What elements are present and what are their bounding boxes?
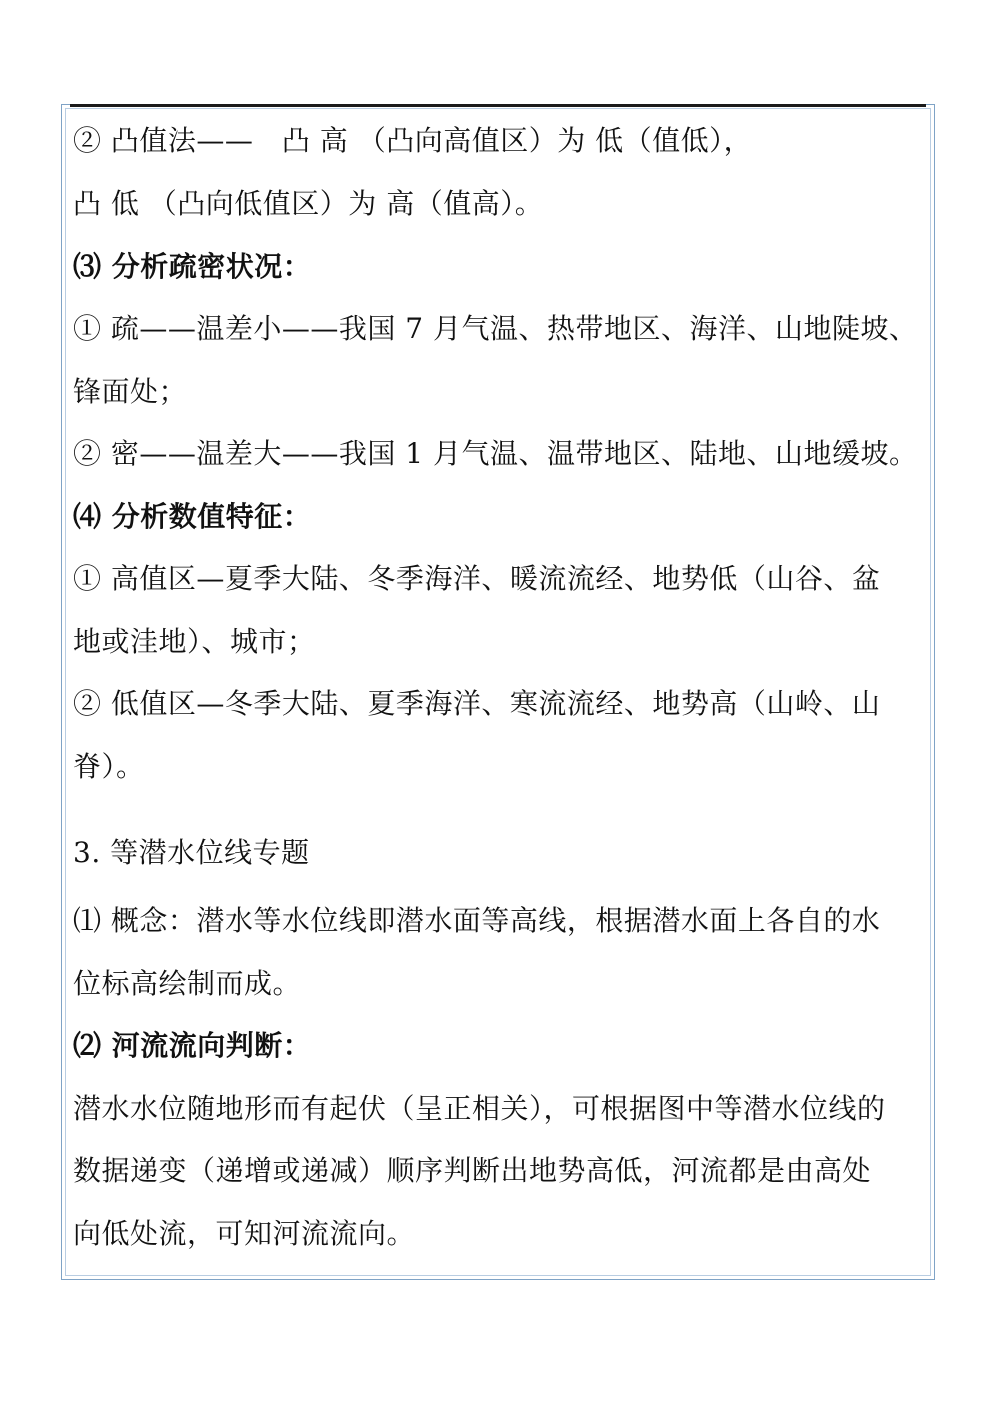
section-title-groundwater-contours: 3. 等潜水位线专题 xyxy=(73,836,310,869)
convex-rule-line-2: 凸 低 （凸向低值区）为 高（值高）。 xyxy=(73,187,544,220)
high-value-item-line-2: 地或洼地）、城市； xyxy=(73,625,316,658)
sparse-item-line-2: 锋面处； xyxy=(73,375,188,408)
convex-rule-line-1: ② 凸值法—— 凸 高 （凸向高值区）为 低（值低）， xyxy=(73,124,753,157)
low-value-item-line-1: ② 低值区—冬季大陆、夏季海洋、寒流流经、地势高（山岭、山 xyxy=(73,687,881,720)
concept-line-1: ⑴ 概念：潜水等水位线即潜水面等高线，根据潜水面上各自的水 xyxy=(73,904,881,937)
concept-line-2: 位标高绘制而成。 xyxy=(73,967,302,1000)
low-value-item-line-2: 脊）。 xyxy=(73,750,145,783)
sparse-item-line-1: ① 疏——温差小——我国 7 月气温、热带地区、海洋、山地陡坡、 xyxy=(73,312,918,345)
flow-paragraph-line-1: 潜水水位随地形而有起伏（呈正相关），可根据图中等潜水位线的 xyxy=(73,1092,886,1125)
heading-river-flow-direction: ⑵ 河流流向判断： xyxy=(73,1029,312,1062)
heading-density-analysis: ⑶ 分析疏密状况： xyxy=(73,250,312,283)
heading-value-features: ⑷ 分析数值特征： xyxy=(73,500,312,533)
flow-paragraph-line-2: 数据递变（递增或递减）顺序判断出地势高低，河流都是由高处 xyxy=(73,1154,872,1187)
flow-paragraph-line-3: 向低处流，可知河流流向。 xyxy=(73,1217,416,1250)
top-rule xyxy=(70,104,926,107)
high-value-item-line-1: ① 高值区—夏季大陆、冬季海洋、暖流流经、地势低（山谷、盆 xyxy=(73,562,881,595)
dense-item-line: ② 密——温差大——我国 1 月气温、温带地区、陆地、山地缓坡。 xyxy=(73,437,918,470)
